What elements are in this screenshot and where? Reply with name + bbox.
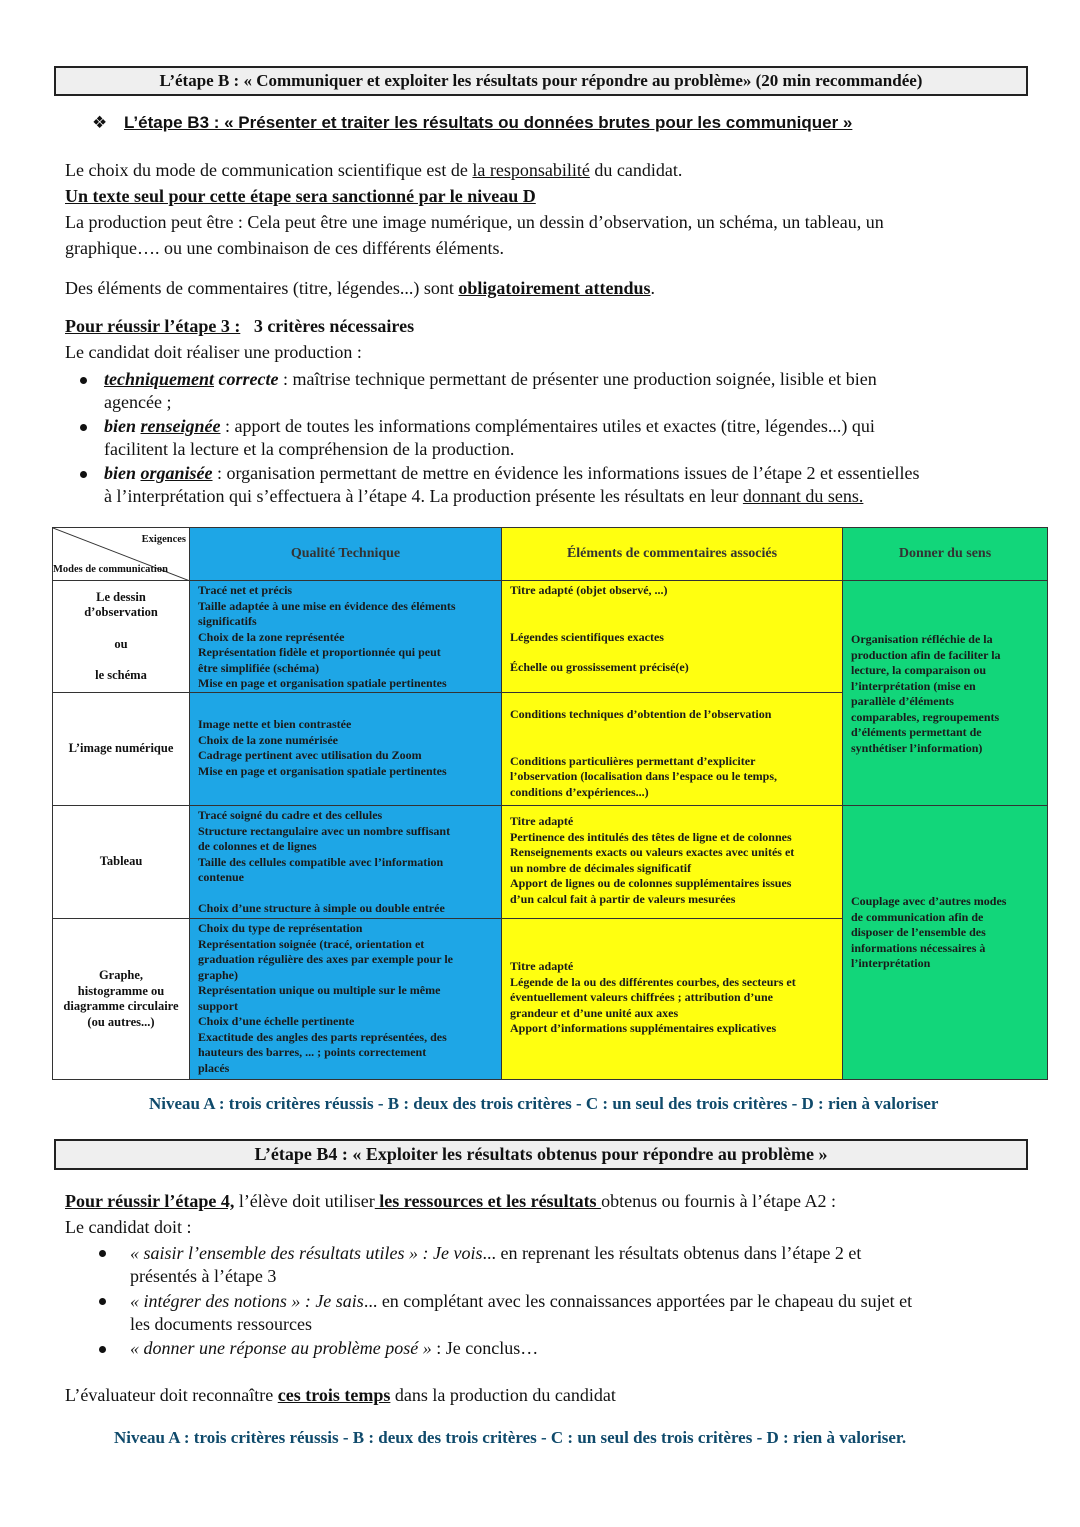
header-sens: Donner du sens: [843, 528, 1048, 581]
comm-graphe: Titre adapté Légende de la ou des différentes courbes, des secteurs et éventuellement valeurs chiffrées ; attribution d’une grandeur et d’une unité aux axes Apport d’informations supplémentaires explicatives: [502, 919, 843, 1080]
criteria-heading: Pour réussir l’étape 3 : 3 critères nécessaires: [65, 316, 415, 336]
corner-top-label: Exigences: [141, 534, 186, 545]
criterion-renseignee: bien renseignée : apport de toutes les informations complémentaires utiles et exactes (titre, légendes...) qui facilitent la lecture et la compréhension de la production.: [104, 416, 875, 459]
sens-1: Organisation réfléchie de la production afin de faciliter la lecture, la comparaison ou l’interprétation (mise en parallèle d’éléments comparables, regroupements d’éléments permettant de synthétiser l’information): [843, 581, 1048, 806]
comm-image: Conditions techniques d’obtention de l’observation Conditions particulières permettant d’expliciter l’observation (localisation dans l’espace ou le temps, conditions d’expériences...): [502, 693, 843, 806]
evaluator-line: L’évaluateur doit reconnaître ces trois temps dans la production du candidat: [65, 1385, 616, 1405]
criterion-technique: techniquement correcte : maîtrise technique permettant de présenter une production soignée, lisible et bien agencée ;: [104, 369, 877, 412]
criteria-intro: Le candidat doit réaliser une production :: [65, 342, 362, 362]
paragraph-comments: Des éléments de commentaires (titre, légendes...) sont obligatoirement attendus.: [65, 278, 656, 298]
paragraph-choice: Le choix du mode de communication scientifique est de la responsabilité du candidat.: [65, 160, 683, 180]
table-corner: [53, 528, 190, 581]
step4-intro: Pour réussir l’étape 4, l’élève doit utiliser les ressources et les résultats obtenus ou fournis à l’étape A2 :: [65, 1191, 837, 1211]
tech-tableau: Tracé soigné du cadre et des cellules Structure rectangulaire avec un nombre suffisant de colonnes et de lignes Taille des cellules compatible avec l’information contenue Choix d’une structure à simple ou double entrée: [190, 806, 502, 919]
mode-dessin: Le dessin d’observation ou le schéma: [53, 581, 190, 693]
header-technique: Qualité Technique: [190, 528, 502, 581]
bullet-icon: [99, 1250, 106, 1257]
step-b3-title: L’étape B3 : « Présenter et traiter les résultats ou données brutes pour les communiquer »: [123, 113, 853, 132]
levels-step4: Niveau A : trois critères réussis - B : deux des trois critères - C : un seul des trois critères - D : rien à valoriser.: [114, 1428, 907, 1447]
sens-2: Couplage avec d’autres modes de communication afin de disposer de l’ensemble des informations nécessaires à l’interprétation: [843, 806, 1048, 1080]
bullet-icon: [80, 377, 87, 384]
tech-graphe: Choix du type de représentation Représentation soignée (tracé, orientation et graduation régulière des axes par exemple pour le graphe) Représentation unique ou multiple sur le même support Choix d’une échelle pertinente Exactitude des angles des parts représentées, des hauteurs des barres, ... ; points correctement placés: [190, 919, 502, 1080]
step-b4-title: L’étape B4 : « Exploiter les résultats obtenus pour répondre au problème »: [54, 1139, 1028, 1170]
step4-bullet-sais: « intégrer des notions » : Je sais... en complétant avec les connaissances apportées par le chapeau du sujet et les documents ressources: [130, 1291, 913, 1334]
step-b-title: L’étape B : « Communiquer et exploiter les résultats pour répondre au problème» (20 min recommandée): [54, 66, 1028, 96]
step-b3-heading: [92, 113, 852, 133]
step4-bullet-vois: « saisir l’ensemble des résultats utiles » : Je vois... en reprenant les résultats obtenus dans l’étape 2 et présentés à l’étape 3: [130, 1243, 862, 1286]
paragraph-production-1: La production peut être : Cela peut être une image numérique, un dessin d’observation, un schéma, un tableau, un: [65, 212, 884, 232]
mode-image: L’image numérique: [53, 693, 190, 806]
criteria-table: [52, 527, 1048, 1080]
criterion-organisee: bien organisée : organisation permettant de mettre en évidence les informations issues de l’étape 2 et essentielles à l’interprétation qui s’effectuera à l’étape 4. La production présente les résultats en leur donnant du sens.: [104, 463, 920, 506]
paragraph-warning: Un texte seul pour cette étape sera sanctionné par le niveau D: [65, 186, 536, 206]
step4-candidate: Le candidat doit :: [65, 1217, 192, 1237]
header-commentaires: Éléments de commentaires associés: [502, 528, 843, 581]
corner-bottom-label: Modes de communication: [53, 563, 168, 575]
levels-step3: Niveau A : trois critères réussis - B : deux des trois critères - C : un seul des trois critères - D : rien à valoriser: [149, 1094, 939, 1113]
mode-graphe: Graphe, histogramme ou diagramme circulaire (ou autres...): [53, 919, 190, 1080]
paragraph-production-2: graphique…. ou une combinaison de ces différents éléments.: [65, 238, 505, 258]
tech-image: Image nette et bien contrastée Choix de la zone numérisée Cadrage pertinent avec utilisation du Zoom Mise en page et organisation spatiale pertinentes: [190, 693, 502, 806]
bullet-icon: [99, 1298, 106, 1305]
bullet-icon: [80, 424, 87, 431]
comm-dessin: Titre adapté (objet observé, ...) Légendes scientifiques exactes Échelle ou grossissement précisé(e): [502, 581, 843, 693]
bullet-icon: [99, 1346, 106, 1353]
step4-bullet-conclus: « donner une réponse au problème posé » : Je conclus…: [130, 1338, 539, 1358]
tech-dessin: Tracé net et précis Taille adaptée à une mise en évidence des éléments significatifs Choix de la zone représentée Représentation fidèle et proportionnée qui peut être simplifiée (schéma) Mise en page et organisation spatiale pertinentes: [190, 581, 502, 693]
comm-tableau: Titre adapté Pertinence des intitulés des têtes de ligne et de colonnes Renseignements exacts ou valeurs exactes avec unités et un nombre de décimales significatif Apport de lignes ou de colonnes supplémentaires issues d’un calcul fait à partir de valeurs mesurées: [502, 806, 843, 919]
diamond-bullet-icon: ❖: [92, 113, 108, 132]
mode-tableau: Tableau: [53, 806, 190, 919]
bullet-icon: [80, 471, 87, 478]
